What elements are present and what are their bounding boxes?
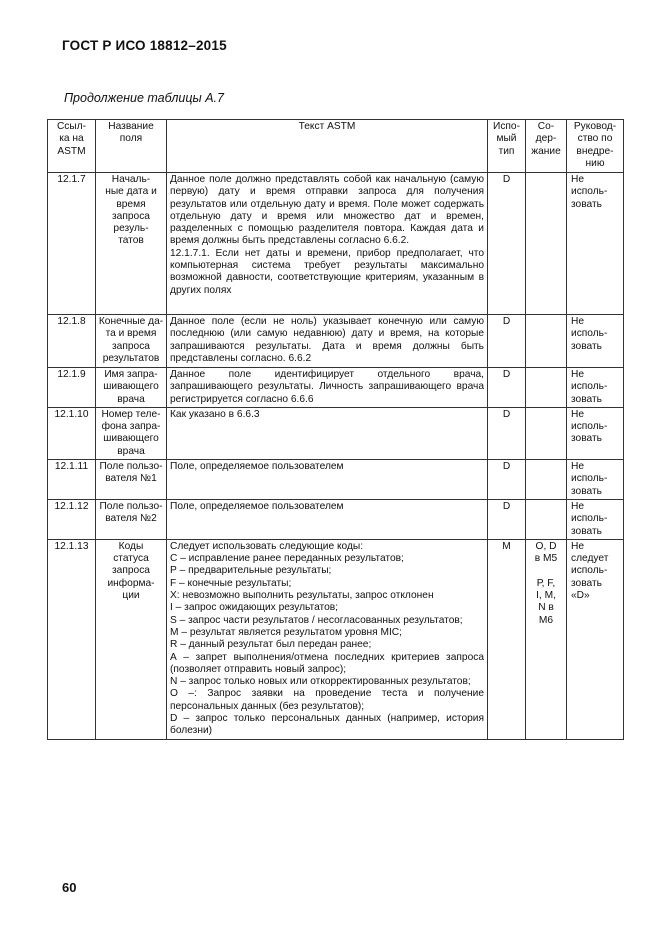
cell-ref	[48, 460, 96, 500]
cell-content	[526, 368, 567, 408]
table-row	[48, 499, 624, 539]
column-header-text	[167, 120, 488, 173]
cell-value: Имя запра- шивающего врача	[103, 369, 159, 405]
cell-guide	[567, 368, 624, 408]
cell-type	[488, 173, 526, 315]
cell-ref	[48, 499, 96, 539]
cell-guide	[567, 499, 624, 539]
text-paragraph: 12.1.7.1. Если нет даты и времени, прибор предполагает, что компьютерная система требует результаты максимально возможной давности, соответствующие критериям, указанным в других полях	[170, 247, 484, 296]
cell-guide	[567, 460, 624, 500]
column-header-guide	[567, 120, 624, 173]
cell-text	[167, 499, 488, 539]
astm-table	[47, 119, 624, 740]
text-paragraph: I – запрос ожидающих результатов;	[170, 602, 339, 614]
text-paragraph: N – запрос только новых или откорректированных результатов;	[170, 676, 471, 688]
cell-guide	[567, 539, 624, 739]
text-paragraph: Данное поле должно представлять собой как начальную (самую первую) дату и время отправки запроса для получения результатов или отдельную дату и время. Поле может содержать отдельную дату и время или множество дат и времен, разделенных с помощью разделителя повтора. Каждая дата и время должны быть представлены согласно 6.6.2.	[170, 174, 484, 247]
cell-guide	[567, 173, 624, 315]
cell-value: 12.1.7	[57, 174, 86, 185]
cell-value: Название поля	[108, 121, 154, 145]
cell-value: Текст ASTM	[298, 121, 356, 132]
column-header-content	[526, 120, 567, 173]
cell-type	[488, 315, 526, 368]
cell-value: D	[502, 316, 511, 327]
table-caption: Продолжение таблицы А.7	[64, 91, 224, 105]
text-paragraph: Как указано в 6.6.3	[170, 408, 260, 420]
cell-value: 12.1.13	[54, 540, 89, 552]
cell-text	[167, 315, 488, 368]
cell-value: 12.1.12	[54, 500, 89, 512]
cell-type	[488, 499, 526, 539]
column-header-name	[96, 120, 167, 173]
cell-value: Не следует исполь- зовать «D»	[571, 540, 609, 602]
cell-value: 12.1.10	[54, 408, 89, 420]
cell-content	[526, 407, 567, 459]
cell-ref	[48, 539, 96, 739]
cell-value: Коды статуса запроса информа- ции	[107, 540, 155, 602]
cell-name	[96, 173, 167, 315]
cell-name	[96, 315, 167, 368]
cell-value: Не исполь- зовать	[571, 500, 608, 537]
standard-code: ГОСТ Р ИСО 18812–2015	[62, 38, 227, 53]
cell-value: D	[502, 408, 511, 420]
table-body	[48, 173, 624, 740]
cell-content	[526, 539, 567, 739]
cell-value: 12.1.11	[54, 461, 89, 473]
text-paragraph: Р – предварительные результаты;	[170, 565, 332, 577]
cell-value: Не исполь- зовать	[571, 408, 608, 445]
table-row	[48, 407, 624, 459]
text-paragraph: D – запрос только персональных данных (например, история болезни)	[170, 713, 484, 737]
cell-text	[167, 407, 488, 459]
text-paragraph: Следует использовать следующие коды:	[170, 540, 364, 552]
text-paragraph: М – результат является результатом уровня MIC;	[170, 626, 402, 638]
cell-guide	[567, 407, 624, 459]
cell-value: D	[502, 500, 511, 512]
cell-text	[167, 173, 488, 315]
text-paragraph: А – запрет выполнения/отмена последних критериев запроса (позволяет отправить новый запрос);	[170, 651, 484, 675]
cell-value: D	[502, 369, 511, 380]
cell-value: Поле пользо- вателя №2	[99, 500, 163, 525]
table-row	[48, 173, 624, 315]
cell-content	[526, 173, 567, 315]
cell-content	[526, 499, 567, 539]
table-row	[48, 368, 624, 408]
cell-content	[526, 315, 567, 368]
cell-value: D	[502, 174, 511, 185]
cell-name	[96, 460, 167, 500]
cell-value: Ссыл- ка на ASTM	[56, 121, 87, 157]
cell-type	[488, 407, 526, 459]
cell-text	[167, 368, 488, 408]
table-row	[48, 460, 624, 500]
text-paragraph: Поле, определяемое пользователем	[170, 461, 344, 473]
table-row	[48, 315, 624, 368]
cell-ref	[48, 173, 96, 315]
cell-text	[167, 460, 488, 500]
cell-ref	[48, 315, 96, 368]
page-number: 60	[62, 880, 77, 895]
text-paragraph: S – запрос части результатов / несогласованных результатов;	[170, 614, 463, 626]
cell-value: Не исполь- зовать	[571, 316, 608, 352]
text-paragraph: Данное поле идентифицирует отдельного врача, запрашивающего результаты. Личность запрашивающего врача регистрируется согласно 6.6.6	[170, 369, 484, 405]
cell-name	[96, 539, 167, 739]
cell-text	[167, 539, 488, 739]
cell-value: Не исполь- зовать	[571, 174, 608, 210]
cell-value: Со- дер- жание	[531, 121, 561, 157]
cell-value: Конечные да- та и время запроса результатов	[98, 316, 164, 364]
cell-type	[488, 460, 526, 500]
text-paragraph: С – исправление ранее переданных результатов;	[170, 553, 404, 565]
cell-value: Началь- ные дата и время запроса резуль- татов	[105, 174, 157, 247]
table-header-row	[48, 120, 624, 173]
cell-value: Не исполь- зовать	[571, 369, 608, 405]
cell-value: Поле пользо- вателя №1	[99, 461, 163, 485]
cell-type	[488, 368, 526, 408]
cell-name	[96, 407, 167, 459]
cell-value: 12.1.9	[57, 369, 86, 380]
text-paragraph: Поле, определяемое пользователем	[170, 500, 344, 512]
cell-name	[96, 499, 167, 539]
cell-ref	[48, 368, 96, 408]
text-paragraph: Х: невозможно выполнить результаты, запрос отклонен	[170, 590, 434, 602]
cell-value: Испо- мый тип	[493, 121, 520, 157]
cell-value: О, D в М5 Р, F, I, M, N в М6	[534, 540, 558, 626]
text-paragraph: Данное поле (если не ноль) указывает конечную или самую последнюю (или самую недавнюю) дату и время, на которые запрашиваются результаты. Дата и время должны быть представлены согласно. 6.6.2	[170, 316, 484, 364]
text-paragraph: F – конечные результаты;	[170, 577, 292, 589]
cell-value: Руковод- ство по внедре- нию	[573, 121, 617, 169]
text-paragraph: R – данный результат был передан ранее;	[170, 639, 372, 651]
cell-type	[488, 539, 526, 739]
column-header-ref	[48, 120, 96, 173]
cell-value: 12.1.8	[57, 316, 86, 327]
cell-value: D	[502, 461, 511, 473]
cell-ref	[48, 407, 96, 459]
cell-value: M	[502, 540, 511, 552]
cell-guide	[567, 315, 624, 368]
cell-name	[96, 368, 167, 408]
text-paragraph: О –: Запрос заявки на проведение теста и получение персональных данных (без результатов);	[170, 688, 484, 712]
cell-value: Номер теле- фона запра- шивающего врача	[101, 408, 161, 457]
cell-content	[526, 460, 567, 500]
column-header-type	[488, 120, 526, 173]
cell-value: Не исполь- зовать	[571, 461, 608, 497]
table-row	[48, 539, 624, 739]
